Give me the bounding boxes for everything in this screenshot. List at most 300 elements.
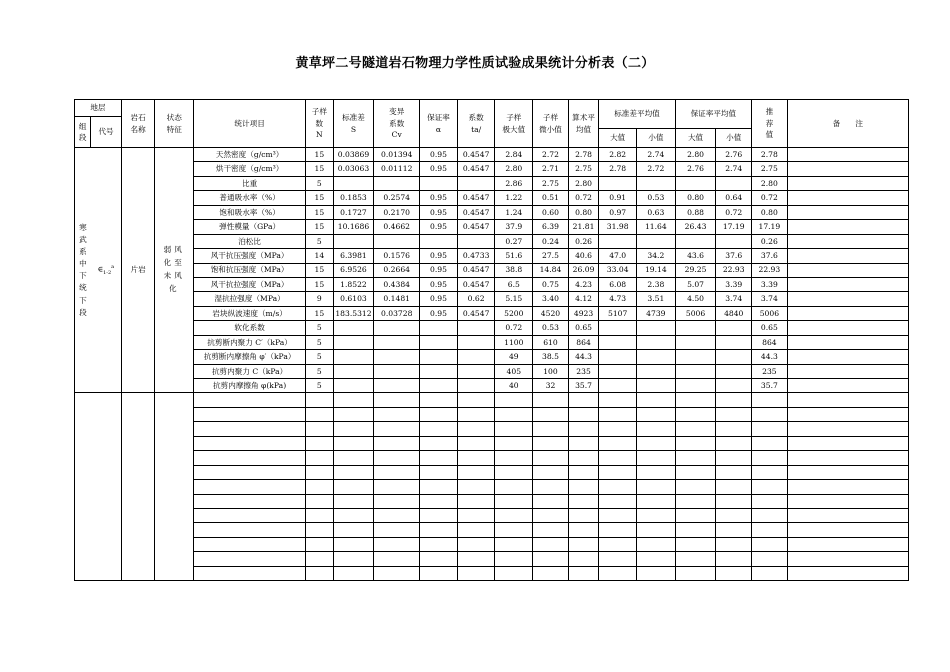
mean-value-cell: 40.6 (568, 249, 599, 263)
header-cv: 变异 系数 Cv (374, 100, 420, 148)
empty-cell (533, 465, 569, 479)
empty-cell (787, 523, 908, 537)
sample-count-cell: 14 (306, 249, 333, 263)
empty-cell (716, 422, 752, 436)
empty-cell (457, 508, 495, 522)
empty-cell (716, 451, 752, 465)
empty-cell (495, 566, 533, 580)
empty-cell (675, 566, 716, 580)
conf-avg-small-cell (716, 176, 752, 190)
code-cell (91, 393, 122, 581)
remarks-cell (787, 205, 908, 219)
remarks-cell (787, 379, 908, 393)
empty-cell (533, 552, 569, 566)
header-coef-ta: 系数 ta/ (457, 100, 495, 148)
conf-avg-small-cell: 0.72 (716, 205, 752, 219)
recommended-cell: 864 (752, 335, 788, 349)
empty-cell (599, 508, 637, 522)
empty-cell (787, 465, 908, 479)
conf-avg-big-cell: 43.6 (675, 249, 716, 263)
recommended-cell: 22.93 (752, 263, 788, 277)
stat-item-cell: 饱和抗压强度（MPa） (194, 263, 306, 277)
empty-cell (306, 465, 333, 479)
min-value-cell: 32 (533, 379, 569, 393)
empty-cell (420, 451, 458, 465)
empty-cell (420, 566, 458, 580)
std-avg-big-cell: 47.0 (599, 249, 637, 263)
header-max-value: 子样 极大值 (495, 100, 533, 148)
empty-cell (637, 451, 676, 465)
stat-item-cell: 弹性模量（GPa） (194, 220, 306, 234)
std-dev-cell: 0.1727 (333, 205, 374, 219)
empty-row (75, 451, 909, 465)
mean-value-cell: 0.65 (568, 321, 599, 335)
confidence-cell: 0.95 (420, 205, 458, 219)
max-value-cell: 49 (495, 350, 533, 364)
std-avg-small-cell (637, 335, 676, 349)
min-value-cell: 14.84 (533, 263, 569, 277)
empty-cell (306, 393, 333, 407)
empty-cell (306, 566, 333, 580)
header-min-value: 子样 微小值 (533, 100, 569, 148)
empty-cell (752, 480, 788, 494)
remarks-cell (787, 162, 908, 176)
header-conf-avg: 保证率平均值 (675, 100, 751, 129)
std-avg-small-cell: 11.64 (637, 220, 676, 234)
max-value-cell: 40 (495, 379, 533, 393)
conf-avg-big-cell (675, 335, 716, 349)
empty-cell (420, 508, 458, 522)
empty-cell (637, 508, 676, 522)
group-char: 下 (79, 295, 87, 305)
mean-value-cell: 4923 (568, 306, 599, 320)
empty-cell (374, 407, 420, 421)
empty-cell (787, 552, 908, 566)
empty-cell (752, 494, 788, 508)
state-feature-cell: 弱风化至未风化 (155, 148, 194, 393)
min-value-cell: 0.75 (533, 277, 569, 291)
sample-count-cell: 5 (306, 176, 333, 190)
empty-cell (637, 422, 676, 436)
empty-cell (495, 407, 533, 421)
empty-cell (306, 494, 333, 508)
empty-cell (787, 407, 908, 421)
min-value-cell: 0.53 (533, 321, 569, 335)
remarks-cell (787, 292, 908, 306)
confidence-cell: 0.95 (420, 191, 458, 205)
empty-cell (333, 508, 374, 522)
mean-value-cell: 26.09 (568, 263, 599, 277)
std-avg-small-cell: 19.14 (637, 263, 676, 277)
recommended-cell: 0.26 (752, 234, 788, 248)
empty-cell (716, 480, 752, 494)
std-avg-big-cell: 4.73 (599, 292, 637, 306)
header-conf-big: 大值 (675, 129, 716, 148)
table-row (75, 350, 909, 364)
recommended-cell: 2.78 (752, 148, 788, 162)
std-dev-cell (333, 335, 374, 349)
empty-cell (306, 407, 333, 421)
std-dev-cell: 6.9526 (333, 263, 374, 277)
cv-cell: 0.2170 (374, 205, 420, 219)
empty-cell (495, 537, 533, 551)
empty-cell (306, 508, 333, 522)
empty-cell (420, 407, 458, 421)
empty-cell (194, 451, 306, 465)
empty-cell (457, 393, 495, 407)
table-row (75, 162, 909, 176)
empty-cell (752, 537, 788, 551)
conf-avg-big-cell (675, 234, 716, 248)
empty-cell (637, 537, 676, 551)
empty-cell (599, 451, 637, 465)
conf-avg-big-cell (675, 364, 716, 378)
empty-cell (533, 508, 569, 522)
cv-cell: 0.01394 (374, 148, 420, 162)
empty-cell (752, 465, 788, 479)
header-group-segment: 组 段 (75, 117, 91, 148)
table-row (75, 321, 909, 335)
empty-cell (675, 436, 716, 450)
header-stratum: 地层 (75, 100, 122, 117)
remarks-cell (787, 220, 908, 234)
empty-cell (420, 393, 458, 407)
std-dev-cell (333, 379, 374, 393)
empty-cell (333, 494, 374, 508)
group-char: 段 (79, 307, 87, 317)
empty-cell (752, 451, 788, 465)
empty-cell (599, 523, 637, 537)
table-row (75, 249, 909, 263)
std-dev-cell (333, 321, 374, 335)
empty-cell (533, 393, 569, 407)
empty-cell (752, 552, 788, 566)
remarks-cell (787, 364, 908, 378)
empty-cell (457, 407, 495, 421)
empty-cell (333, 523, 374, 537)
empty-cell (194, 465, 306, 479)
stat-item-cell: 风干抗拉强度（MPa） (194, 277, 306, 291)
sample-count-cell: 5 (306, 350, 333, 364)
empty-cell (533, 566, 569, 580)
empty-cell (716, 494, 752, 508)
stat-item-cell: 饱和吸水率（%） (194, 205, 306, 219)
empty-cell (752, 422, 788, 436)
std-avg-big-cell: 2.78 (599, 162, 637, 176)
remarks-cell (787, 277, 908, 291)
empty-cell (374, 523, 420, 537)
conf-avg-big-cell: 0.80 (675, 191, 716, 205)
empty-cell (457, 422, 495, 436)
sample-count-cell: 5 (306, 379, 333, 393)
empty-cell (495, 451, 533, 465)
std-avg-small-cell: 4739 (637, 306, 676, 320)
empty-cell (374, 422, 420, 436)
max-value-cell: 37.9 (495, 220, 533, 234)
empty-cell (568, 537, 599, 551)
empty-cell (194, 508, 306, 522)
empty-cell (194, 422, 306, 436)
empty-cell (533, 537, 569, 551)
empty-cell (457, 451, 495, 465)
empty-cell (194, 552, 306, 566)
max-value-cell: 5200 (495, 306, 533, 320)
empty-cell (495, 465, 533, 479)
empty-cell (533, 422, 569, 436)
stat-item-cell: 软化系数 (194, 321, 306, 335)
stat-item-cell: 普通吸水率（%） (194, 191, 306, 205)
group-segment-cell (75, 148, 91, 393)
empty-cell (495, 480, 533, 494)
empty-cell (568, 451, 599, 465)
header-std-avg: 标准差平均值 (599, 100, 675, 129)
header-std-small: 小值 (637, 129, 676, 148)
empty-cell (306, 436, 333, 450)
recommended-cell: 2.80 (752, 176, 788, 190)
conf-avg-small-cell: 0.64 (716, 191, 752, 205)
empty-cell (374, 508, 420, 522)
sample-count-cell: 9 (306, 292, 333, 306)
empty-cell (374, 393, 420, 407)
empty-cell (752, 508, 788, 522)
header-recommended: 推 荐 值 (752, 100, 788, 148)
empty-cell (752, 393, 788, 407)
cv-cell: 0.2574 (374, 191, 420, 205)
recommended-cell: 0.65 (752, 321, 788, 335)
empty-cell (716, 523, 752, 537)
empty-cell (333, 393, 374, 407)
coef-ta-cell (457, 176, 495, 190)
empty-cell (599, 480, 637, 494)
conf-avg-small-cell: 4840 (716, 306, 752, 320)
empty-cell (495, 436, 533, 450)
recommended-cell: 3.39 (752, 277, 788, 291)
coef-ta-cell: 0.4547 (457, 263, 495, 277)
empty-cell (533, 523, 569, 537)
remarks-cell (787, 176, 908, 190)
recommended-cell: 44.3 (752, 350, 788, 364)
empty-cell (333, 537, 374, 551)
empty-row (75, 552, 909, 566)
cv-cell (374, 234, 420, 248)
empty-cell (457, 465, 495, 479)
empty-cell (568, 523, 599, 537)
std-avg-small-cell (637, 379, 676, 393)
recommended-cell: 35.7 (752, 379, 788, 393)
table-row (75, 292, 909, 306)
empty-cell (675, 523, 716, 537)
empty-cell (599, 422, 637, 436)
coef-ta-cell: 0.4547 (457, 220, 495, 234)
empty-cell (333, 465, 374, 479)
stat-item-cell: 比重 (194, 176, 306, 190)
empty-cell (495, 494, 533, 508)
empty-cell (533, 494, 569, 508)
max-value-cell: 38.8 (495, 263, 533, 277)
empty-cell (599, 436, 637, 450)
empty-cell (533, 480, 569, 494)
empty-cell (333, 407, 374, 421)
confidence-cell: 0.95 (420, 220, 458, 234)
empty-cell (568, 480, 599, 494)
confidence-cell: 0.95 (420, 263, 458, 277)
empty-cell (374, 552, 420, 566)
empty-cell (675, 465, 716, 479)
empty-cell (194, 393, 306, 407)
table-row (75, 263, 909, 277)
empty-cell (787, 436, 908, 450)
empty-cell (675, 451, 716, 465)
std-dev-cell: 0.1853 (333, 191, 374, 205)
std-dev-cell: 0.03063 (333, 162, 374, 176)
confidence-cell (420, 350, 458, 364)
table-row (75, 306, 909, 320)
coef-ta-cell: 0.4547 (457, 205, 495, 219)
std-avg-small-cell: 3.51 (637, 292, 676, 306)
stat-item-cell: 抗剪断内摩擦角 φ′（kPa） (194, 350, 306, 364)
remarks-cell (787, 263, 908, 277)
max-value-cell: 1.24 (495, 205, 533, 219)
header-std-big: 大值 (599, 129, 637, 148)
min-value-cell: 0.24 (533, 234, 569, 248)
confidence-cell (420, 335, 458, 349)
cv-cell: 0.03728 (374, 306, 420, 320)
max-value-cell: 405 (495, 364, 533, 378)
min-value-cell: 610 (533, 335, 569, 349)
std-avg-small-cell: 2.38 (637, 277, 676, 291)
empty-row (75, 436, 909, 450)
std-avg-big-cell: 0.91 (599, 191, 637, 205)
table-row (75, 335, 909, 349)
empty-cell (194, 436, 306, 450)
empty-cell (787, 451, 908, 465)
sample-count-cell: 15 (306, 220, 333, 234)
rock-name-cell (121, 393, 155, 581)
empty-cell (194, 537, 306, 551)
table-row (75, 191, 909, 205)
empty-cell (533, 436, 569, 450)
conf-avg-small-cell: 2.76 (716, 148, 752, 162)
std-avg-small-cell: 0.63 (637, 205, 676, 219)
group-segment-cell (75, 393, 91, 581)
confidence-cell: 0.95 (420, 306, 458, 320)
empty-cell (306, 552, 333, 566)
remarks-cell (787, 148, 908, 162)
empty-cell (374, 537, 420, 551)
empty-cell (752, 566, 788, 580)
empty-cell (675, 508, 716, 522)
empty-cell (716, 407, 752, 421)
confidence-cell: 0.95 (420, 162, 458, 176)
mean-value-cell: 4.12 (568, 292, 599, 306)
table-row (75, 234, 909, 248)
sample-count-cell: 5 (306, 364, 333, 378)
std-avg-big-cell: 2.82 (599, 148, 637, 162)
std-dev-cell: 10.1686 (333, 220, 374, 234)
empty-cell (374, 465, 420, 479)
empty-cell (637, 480, 676, 494)
empty-row (75, 465, 909, 479)
table-row (75, 220, 909, 234)
empty-cell (374, 480, 420, 494)
std-avg-big-cell (599, 350, 637, 364)
empty-cell (787, 537, 908, 551)
coef-ta-cell: 0.4733 (457, 249, 495, 263)
empty-row (75, 393, 909, 407)
group-char: 统 (79, 283, 87, 293)
empty-cell (333, 480, 374, 494)
max-value-cell: 1.22 (495, 191, 533, 205)
empty-cell (637, 436, 676, 450)
empty-cell (568, 465, 599, 479)
empty-cell (752, 523, 788, 537)
coef-ta-cell (457, 234, 495, 248)
empty-cell (716, 537, 752, 551)
empty-cell (637, 494, 676, 508)
confidence-cell: 0.95 (420, 277, 458, 291)
empty-cell (333, 436, 374, 450)
min-value-cell: 6.39 (533, 220, 569, 234)
header-code: 代号 (91, 117, 122, 148)
coef-ta-cell (457, 350, 495, 364)
empty-cell (568, 566, 599, 580)
table-row (75, 364, 909, 378)
empty-cell (457, 523, 495, 537)
empty-cell (457, 436, 495, 450)
document-title: 黄草坪二号隧道岩石物理力学性质试验成果统计分析表（二） (295, 56, 655, 71)
empty-row (75, 566, 909, 580)
empty-row (75, 422, 909, 436)
cv-cell (374, 176, 420, 190)
min-value-cell: 0.60 (533, 205, 569, 219)
coef-ta-cell (457, 335, 495, 349)
confidence-cell (420, 234, 458, 248)
mean-value-cell: 864 (568, 335, 599, 349)
empty-cell (599, 566, 637, 580)
mean-value-cell: 35.7 (568, 379, 599, 393)
empty-cell (374, 566, 420, 580)
group-char: 寒 (79, 222, 87, 232)
conf-avg-small-cell: 2.74 (716, 162, 752, 176)
cv-cell: 0.2664 (374, 263, 420, 277)
empty-cell (457, 537, 495, 551)
coef-ta-cell: 0.4547 (457, 191, 495, 205)
conf-avg-big-cell: 2.76 (675, 162, 716, 176)
state-feature-cell (155, 393, 194, 581)
std-avg-big-cell: 33.04 (599, 263, 637, 277)
conf-avg-big-cell: 5.07 (675, 277, 716, 291)
recommended-cell: 235 (752, 364, 788, 378)
std-dev-cell: 0.6103 (333, 292, 374, 306)
std-dev-cell (333, 364, 374, 378)
conf-avg-small-cell (716, 321, 752, 335)
max-value-cell: 6.5 (495, 277, 533, 291)
stat-item-cell: 抗剪内聚力 C（kPa） (194, 364, 306, 378)
std-avg-big-cell (599, 321, 637, 335)
std-dev-cell (333, 176, 374, 190)
conf-avg-small-cell: 22.93 (716, 263, 752, 277)
empty-cell (495, 508, 533, 522)
conf-avg-small-cell: 3.39 (716, 277, 752, 291)
header-conf-small: 小值 (716, 129, 752, 148)
max-value-cell: 5.15 (495, 292, 533, 306)
recommended-cell: 0.80 (752, 205, 788, 219)
max-value-cell: 2.84 (495, 148, 533, 162)
empty-cell (716, 566, 752, 580)
empty-cell (675, 552, 716, 566)
mean-value-cell: 0.72 (568, 191, 599, 205)
min-value-cell: 27.5 (533, 249, 569, 263)
